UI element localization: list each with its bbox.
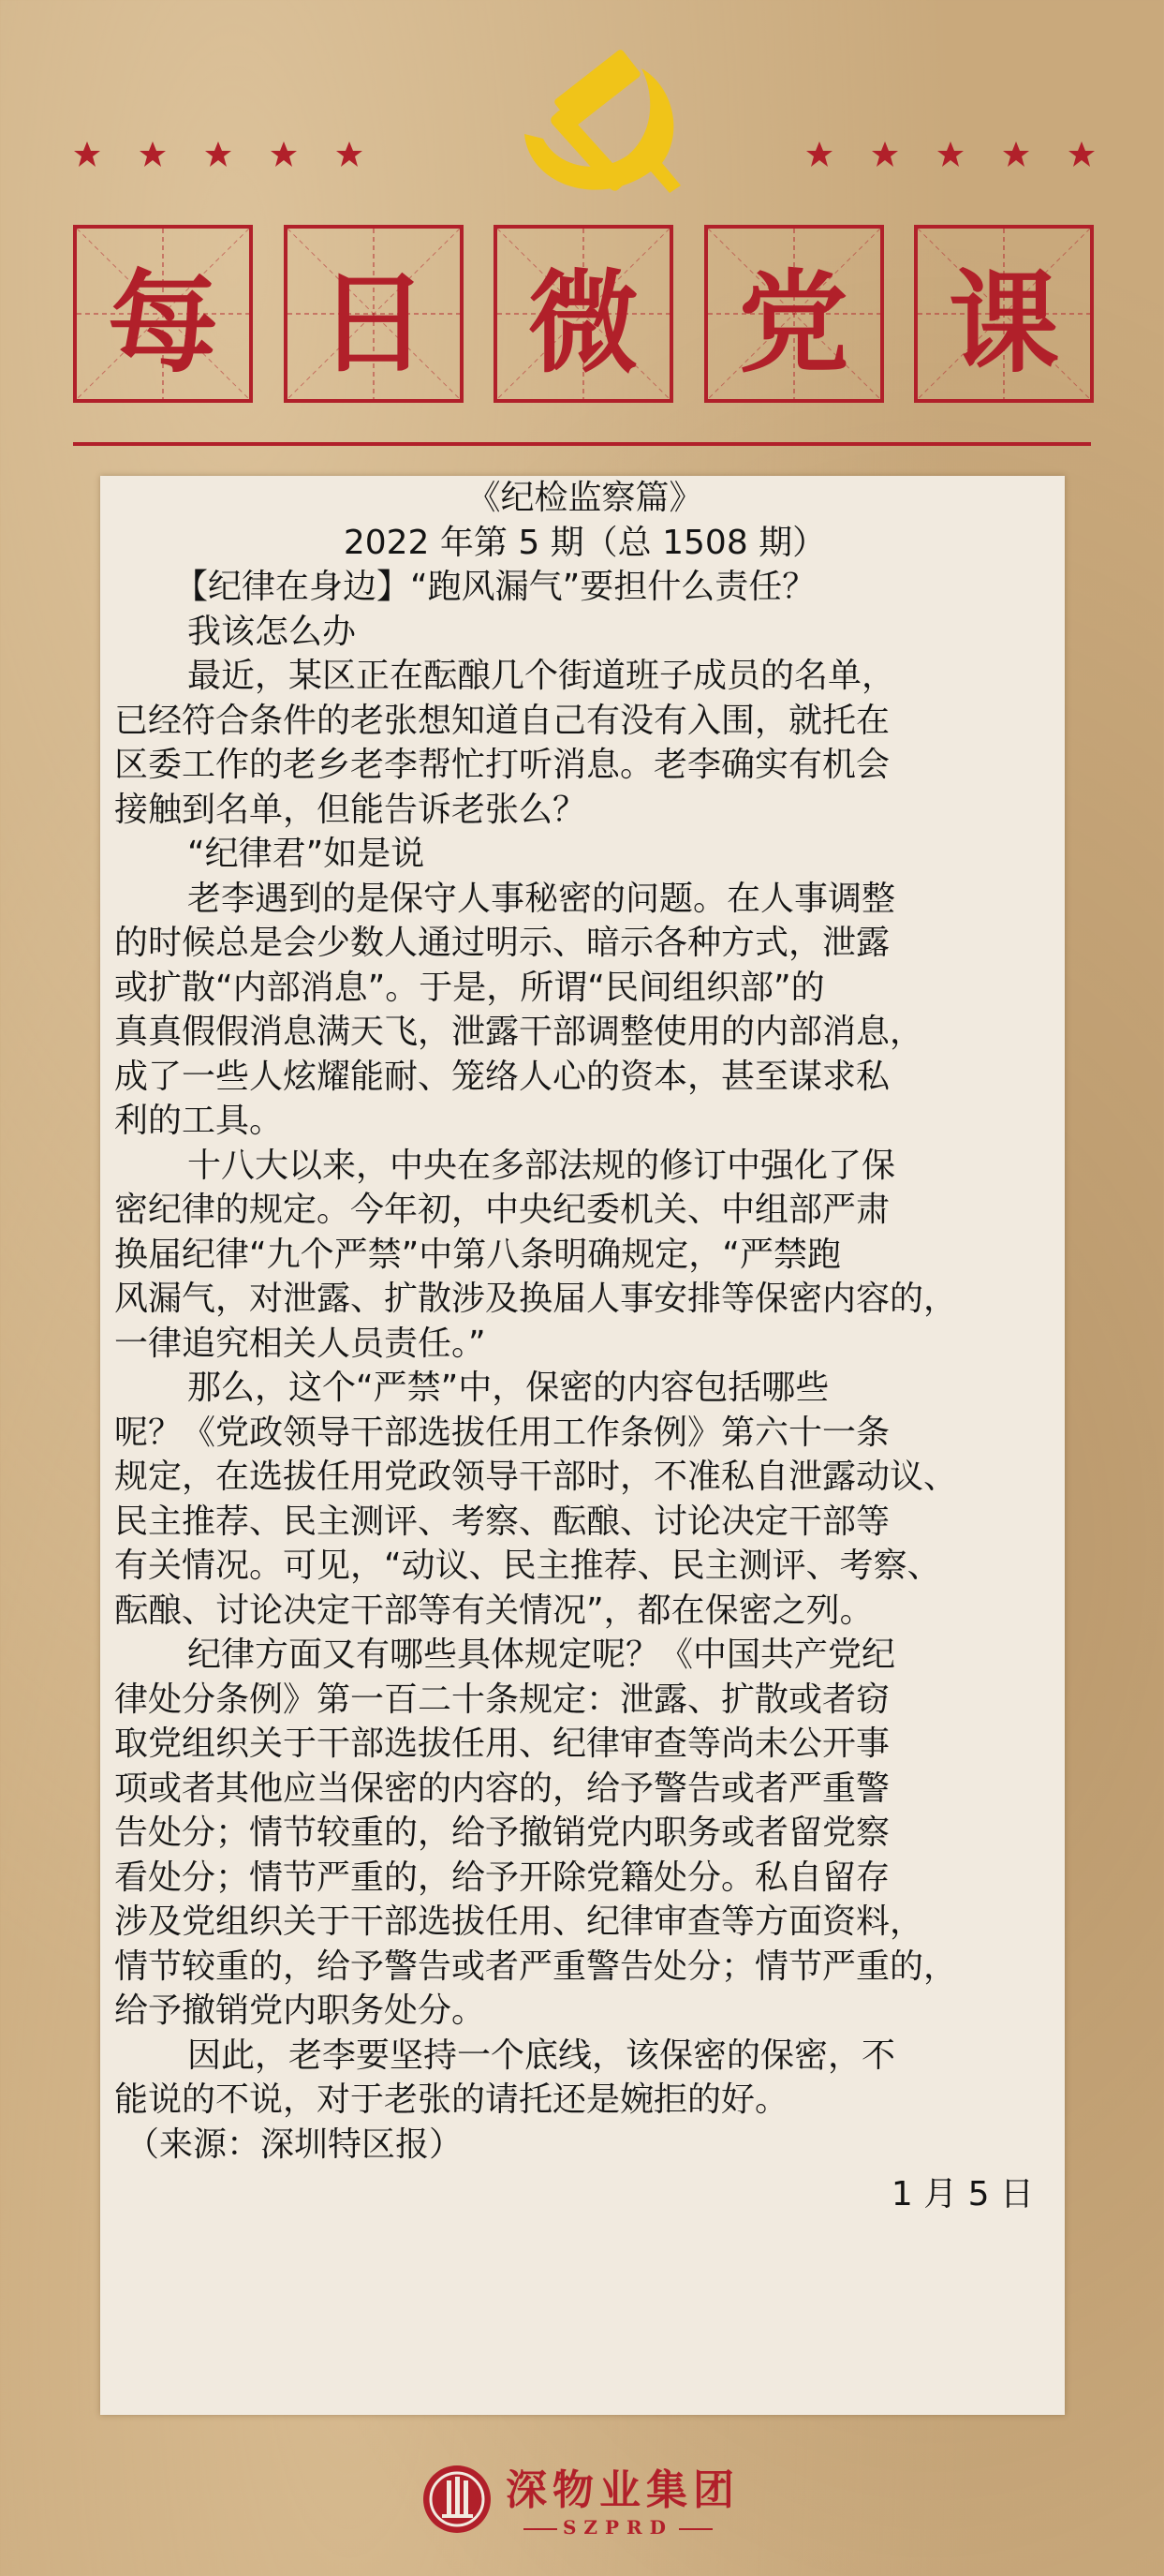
red-star-icon [335, 141, 363, 169]
paragraph-line: 取党组织关于干部选拔任用、纪律审查等尚未公开事 [114, 1725, 891, 1763]
section-heading: 我该怎么办 [187, 612, 357, 651]
paragraph-line: 风漏气，对泄露、扩散涉及换届人事安排等保密内容的， [114, 1280, 958, 1318]
paragraph-line: 律处分条例》第一百二十条规定：泄露、扩散或者窃 [114, 1680, 891, 1719]
paragraph-line: 看处分；情节严重的，给予开除党籍处分。私自留存 [114, 1858, 891, 1897]
red-star-icon [204, 141, 232, 169]
szprd-logo-icon [420, 2462, 494, 2537]
red-star-icon [1002, 141, 1030, 169]
title-char: 微 [527, 258, 639, 388]
paragraph-line: 那么，这个“严禁”中，保密的内容包括哪些 [187, 1369, 830, 1407]
red-star-icon [139, 141, 167, 169]
paragraph-line: 情节较重的，给予警告或者严重警告处分；情节严重的， [114, 1947, 958, 1986]
paragraph-line: 给予撤销党内职务处分。 [114, 1991, 486, 2030]
title-char: 日 [317, 258, 429, 388]
paragraph-line: 告处分；情节较重的，给予撤销党内职务或者留党察 [114, 1814, 891, 1852]
red-star-icon [73, 141, 101, 169]
paragraph-line: 老李遇到的是保守人事秘密的问题。在人事调整 [187, 879, 896, 918]
company-abbrev: SZPRD [506, 2516, 730, 2539]
title-char-box [914, 225, 1094, 403]
paragraph-line: 纪律方面又有哪些具体规定呢？《中国共产党纪 [187, 1636, 896, 1674]
title-char: 每 [107, 258, 218, 388]
title-char: 党 [738, 258, 849, 388]
paragraph-line: 民主推荐、民主测评、考察、酝酿、讨论决定干部等 [114, 1502, 891, 1541]
paragraph-line: 换届纪律“九个严禁”中第八条明确规定，“严禁跑 [114, 1235, 841, 1274]
red-star-icon [270, 141, 298, 169]
paragraph-line: 已经符合条件的老张想知道自己有没有入围，就托在 [114, 701, 891, 740]
article-heading: 【纪律在身边】“跑风漏气”要担什么责任？ [174, 568, 817, 606]
paragraph-line: 涉及党组织关于干部选拔任用、纪律审查等方面资料， [114, 1902, 924, 1941]
paragraph-line: 成了一些人炫耀能耐、笼络人心的资本，甚至谋求私 [114, 1057, 891, 1096]
section-heading: “纪律君”如是说 [187, 835, 425, 873]
issue-number: 2022 年第 5 期（总 1508 期） [343, 523, 827, 562]
series-title: 《纪检监察篇》 [466, 479, 703, 517]
paragraph-line: 酝酿、讨论决定干部等有关情况”，都在保密之列。 [114, 1591, 874, 1630]
paragraph-line: 因此，老李要坚持一个底线，该保密的保密，不 [187, 2036, 896, 2075]
paragraph-line: 真真假假消息满天飞，泄露干部调整使用的内部消息， [114, 1013, 924, 1051]
paragraph-line: 的时候总是会少数人通过明示、暗示各种方式，泄露 [114, 924, 891, 962]
red-star-icon [805, 141, 833, 169]
hammer-and-sickle-icon [487, 45, 693, 214]
title-char-box [73, 225, 253, 403]
header-divider [73, 442, 1091, 446]
right-stars [805, 141, 1164, 169]
source-note: （来源：深圳特区报） [125, 2124, 464, 2164]
paragraph-line: 密纪律的规定。今年初，中央纪委机关、中组部严肃 [114, 1191, 891, 1229]
title-char-box [494, 225, 673, 403]
paragraph-line: 最近，某区正在酝酿几个街道班子成员的名单， [187, 657, 896, 695]
paragraph-line: 接触到名单，但能告诉老张么？ [114, 790, 587, 829]
title-char-box [704, 225, 884, 403]
paragraph-line: 能说的不说，对于老张的请托还是婉拒的好。 [114, 2080, 789, 2119]
left-stars [73, 141, 363, 169]
red-star-icon [871, 141, 899, 169]
article-body [114, 476, 1055, 2217]
red-star-icon [1068, 141, 1096, 169]
paragraph-line: 或扩散“内部消息”。于是，所谓“民间组织部”的 [114, 968, 825, 1007]
title-char-box [284, 225, 464, 403]
date-label: 1 月 5 日 [891, 2175, 1034, 2213]
paragraph-line: 规定，在选拔任用党政领导干部时，不准私自泄露动议、 [114, 1458, 958, 1496]
paragraph-line: 一律追究相关人员责任。” [114, 1324, 486, 1363]
paragraph-line: 利的工具。 [114, 1102, 284, 1140]
company-name: 深物业集团 [506, 2466, 740, 2514]
paragraph-line: 十八大以来，中央在多部法规的修订中强化了保 [187, 1146, 896, 1185]
page-title [73, 225, 1094, 403]
paragraph-line: 有关情况。可见，“动议、民主推荐、民主测评、考察、 [114, 1547, 941, 1585]
red-star-icon [936, 141, 965, 169]
paragraph-line: 区委工作的老乡老李帮忙打听消息。老李确实有机会 [114, 746, 891, 784]
title-char: 课 [948, 258, 1059, 388]
paragraph-line: 呢？《党政领导干部选拔任用工作条例》第六十一条 [114, 1413, 891, 1452]
paragraph-line: 项或者其他应当保密的内容的，给予警告或者严重警 [114, 1769, 891, 1808]
